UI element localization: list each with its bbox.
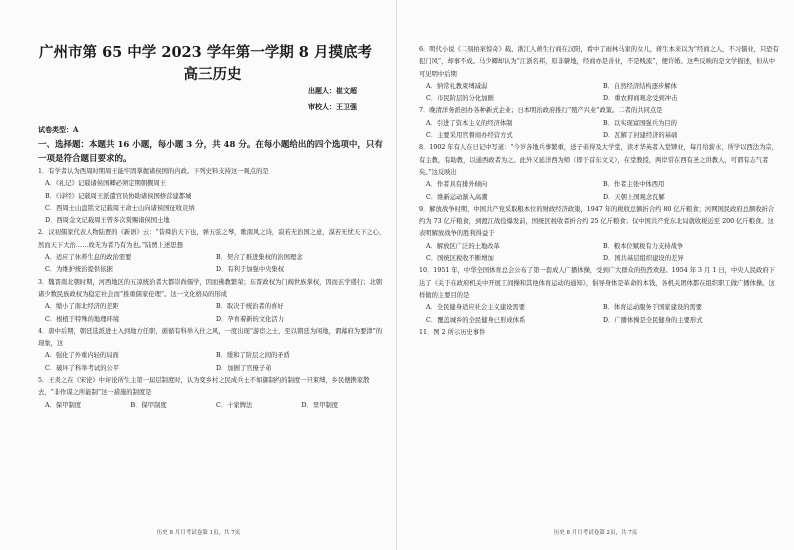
answer-option: A．全民健身适应社会主义建设需要 [426, 304, 526, 312]
question-options [38, 178, 387, 227]
question-11-stem: 11．图 2 所示历史事件 [419, 328, 486, 336]
question-options [419, 302, 780, 327]
question-item [419, 204, 780, 265]
question-item [38, 227, 387, 276]
question-options [38, 400, 387, 412]
answer-option: B．自然经济结构逐步解体 [603, 82, 677, 90]
question-options [419, 81, 780, 106]
page-footer-left: 历史 8 月月考试卷第 1页，共 7页 [156, 530, 241, 536]
right-question-list [419, 44, 780, 327]
question-stem: 4．唐中后期，朝廷选派进士入到地方任职，循循有科举入仕之风，一度出现“游宦之士，至以朝廷为闲地，谓幕府为要津”的现象，这 [38, 327, 383, 348]
question-item [419, 265, 780, 326]
question-item [38, 277, 387, 326]
question-stem: 1．有学者认为西周时期周王能牢固掌握诸侯国的内政。下列史料支持这一观点的是 [38, 168, 269, 175]
answer-option: A．保甲制度 [45, 401, 82, 409]
exam-title: 广州市第 65 中学 2023 学年第一学期 8 月摸底考 [39, 44, 372, 61]
answer-option: C．覆盖城乡的全民健身已形成体系 [426, 316, 526, 324]
page-left-content [38, 44, 387, 412]
question-stem: 7．晚清洋务派创办各种新式企业；日本明治政府推行“殖产兴业”政策。二者的共同点是 [419, 107, 663, 115]
answer-option: B．作者主张中体西用 [603, 181, 665, 189]
answer-option: A．作者具有排外倾向 [426, 181, 488, 189]
question-stem: 5．王炎之在《宋论》中评论所生主第一届层制度时，认为变乡村之民成兵士不如御制约的制度一旦束缚，乡民便携家散去，“非作谋之所能制”这一措施的制度是 [38, 377, 370, 397]
page-footer-right: 历史 8 月月考试卷第 2页，共 7页 [553, 530, 638, 536]
answer-option: B．《诗经》记载周王派遣官员协助诸侯国修营建都城 [45, 192, 192, 200]
answer-option: C．为维护统治提供依据 [45, 266, 113, 274]
answer-option: A．强化了外重内轻的局面 [45, 352, 119, 360]
exam-subtitle: 高三历史 [183, 66, 242, 83]
setter-line: 出题人：崔文超 [308, 86, 357, 95]
question-item [38, 375, 387, 412]
answer-option: D．重农抑商观念受到冲击 [603, 95, 678, 103]
answer-option: B．缓和了阶层之间的矛盾 [216, 352, 290, 360]
question-item [38, 166, 387, 227]
answer-option: B．体育运动服务于国家建设的需要 [603, 304, 703, 312]
answer-option: C．破坏了科举考试的公平 [45, 364, 120, 372]
answer-option: D．瓦解了封建经济的基础 [603, 132, 678, 140]
answer-option: A．解放区广泛的土地改革 [426, 242, 500, 250]
answer-option: D．孕育着新的文化活力 [216, 315, 285, 323]
question-stem: 6．明代小说《二刻拍案惊奇》载，浙江人蒋生行商在汉阳，看中了雨林马家的女儿，蒋生本来以为“经商之人，不习儒业，只恐有犯门风”，却事不成。马少卿却认为“江浙名邦，原非僻地，经商亦是善业，不是贱流”，便许婚。这些反映的是文学描述，但从中可见明中后期 [419, 46, 779, 78]
answer-option: C．国统区税收不断增加 [426, 255, 494, 263]
question-options [419, 179, 780, 204]
answer-option: C．十家牌法 [216, 401, 253, 409]
answer-option: D．里甲制度 [301, 401, 339, 409]
answer-option: D．西周金文记载周王曾多次赏赐诸侯国土地 [45, 217, 170, 225]
question-stem: 3．魏晋南北朝时期，河西地区的五凉统治者大都崇尚儒学，因而佛教繁荣；东晋政权为门阀世族掌权，因而玄学盛行；北朝诸少数民族政权为稳定社会而“推重儒家伦理”。这一文化格局的形成 [38, 278, 383, 298]
question-options [38, 301, 387, 326]
answer-option: A．《礼记》记载诸侯国卿必须定期朝觐周王 [45, 180, 167, 188]
question-options [38, 350, 387, 375]
question-item [419, 105, 780, 142]
question-stem: 9．解放战争时期，中国共产党采取粮本位的财政经济政策，1947 年的税收总额折合约 80 亿斤粮食；河网国民政府总额收折合约为 73 亿斤粮食，到渡江战役爆发前，国统区税收者折合约 25 亿斤粮食；仅中国共产党东北局就收税近至 200 亿斤粮食。这表明解放战争的胜利得益于 [419, 205, 775, 238]
question-item [38, 326, 387, 375]
question-item [419, 44, 780, 105]
answer-option: A．缩小了南北经济的差距 [45, 303, 119, 311]
question-stem: 8．1902 年有人在日记中写道：“今岁各地兵事繁重，送子弟得及大学堂，读才华英者入堂肄业，每月给薪水，所学以西法为宗，有主教，有助教，以通西政者为之。此外又延洋西为师（即于首东文义），在堂教授，两岸常在西有圣之讲教人，可谓有志气者矣。”这反映出 [419, 144, 778, 176]
answer-option: B．契合了推进集权的治国理念 [216, 254, 303, 262]
page-right-content [419, 44, 780, 339]
answer-option: C．根植于特殊的地理环境 [45, 315, 120, 323]
left-question-list [38, 166, 387, 412]
answer-option: D．有利于加强中央集权 [216, 266, 285, 274]
paper-type: 试卷类型：A [38, 125, 79, 134]
answer-option: D．广播体操是全民健身的主要形式 [603, 316, 703, 324]
question-stem: 2．汉初儒家代表人物陆贾的《新语》云：“昔舜治天下也，弹五弦之琴，歌南风之诗，寂若无治国之意，漠若无忧天下之心，然而天下大治……故无为者乃有为也。”陆贾上述思想 [38, 229, 386, 249]
answer-option: A．适应了休养生息的政治需要 [45, 254, 132, 262]
answer-option: B．粮本位赋税有力支持战争 [603, 242, 684, 250]
answer-option: B．保甲制度 [130, 401, 167, 409]
question-item [419, 142, 780, 203]
reviewer-line: 审校人：王卫强 [308, 102, 357, 111]
answer-option: B．取决于统治者的喜好 [216, 303, 284, 311]
answer-option: C．主要采用官督商办经营方式 [426, 132, 513, 140]
question-options [38, 252, 387, 277]
answer-option: C．维新运动渐入高潮 [426, 193, 488, 201]
answer-option: A．纳常礼教束缚减弱 [426, 82, 488, 90]
answer-option: D．天朝上国观念瓦解 [603, 193, 665, 201]
page-right [397, 0, 794, 550]
question-stem: 10．1951 年，中华全国体育总会公布了第一套成人广播体操，受到广大群众的热烈欢迎。1954 年 3 月 1 日，中央人民政府下达了《关于在政府机关中开展工间操和其他体育运动的通知》，倡导身体是革命的本钱，各机关团体都在组织职工做广播体操。这样做的主要目的是 [419, 267, 776, 299]
question-options [419, 241, 780, 266]
section-heading: 一、选择题：本题共 16 小题，每小题 3 分，共 48 分。在每小题给出的四个选项中，只有一项是符合题目要求的。 [38, 140, 383, 164]
answer-option: D．加剧了官僚子弟 [216, 364, 272, 372]
question-options [419, 118, 780, 143]
answer-option: A．引进了资本主义的经济体制 [426, 119, 513, 127]
answer-option: B．以实现富国强兵为目的 [603, 119, 677, 127]
answer-option: D．国共基层组织建设的差异 [603, 255, 684, 263]
answer-option: C．西周士山盘铭文记载周王命士山向诸侯国征收贡纳 [45, 204, 195, 212]
answer-option: C．市民阶层的分化加剧 [426, 95, 494, 103]
